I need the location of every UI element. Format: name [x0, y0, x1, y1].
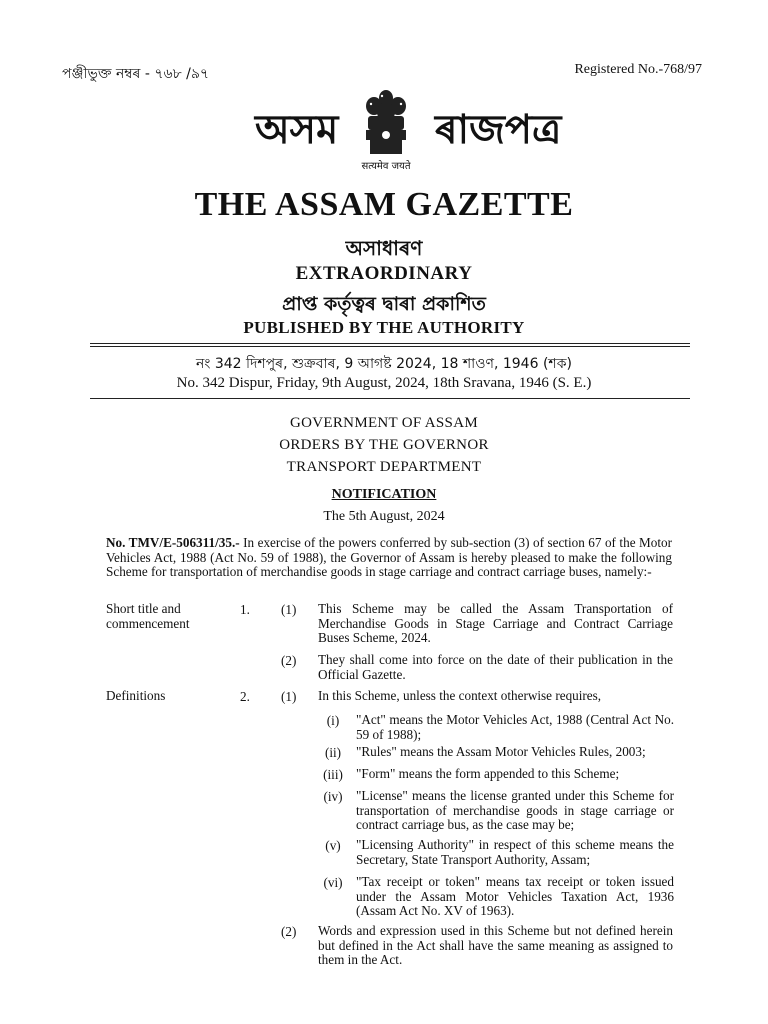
section-2-1-text: In this Scheme, unless the context otherwise requires, — [318, 688, 602, 703]
section-2-1-number: (1) — [281, 689, 297, 704]
section-1-number: 1. — [240, 602, 250, 617]
orders-line: ORDERS BY THE GOVERNOR — [279, 437, 489, 453]
section-2-2-text: Words and expression used in this Scheme but not defined herein but defined in the Act shall have the same meaning as assigned to them in the Act. — [318, 923, 673, 967]
section-1-2-text: They shall come into force on the date of their publication in the Official Gazette. — [318, 652, 673, 682]
divider-top — [90, 343, 690, 344]
emblem-motto: सत्यमेव जयते — [361, 161, 411, 172]
section-1-2-number: (2) — [281, 653, 297, 668]
section-1-1-text: This Scheme may be called the Assam Transportation of Merchandise Goods in Stage Carriage and Contract Carriage Buses Scheme, 2024. — [318, 601, 673, 645]
published-label: PUBLISHED BY THE AUTHORITY — [243, 318, 525, 337]
section-2-number: 2. — [240, 689, 250, 704]
divider-bottom — [90, 398, 690, 399]
notification-heading: NOTIFICATION — [331, 487, 437, 502]
published-assamese: প্ৰাপ্ত কৰ্তৃত্বৰ দ্বাৰা প্ৰকাশিত — [282, 293, 486, 315]
notification-preamble — [106, 536, 672, 580]
title-assamese-right: ৰাজপত্ৰ — [435, 107, 562, 153]
issue-line-assamese: নং 342 দিশপুৰ, শুক্ৰবাৰ, 9 আগষ্ট 2024, 18 শাওণ, 1946 (শক) — [196, 356, 572, 372]
department-line: TRANSPORT DEPARTMENT — [286, 459, 482, 475]
definition-text: "Rules" means the Assam Motor Vehicles Rules, 2003; — [356, 744, 646, 759]
government-line: GOVERNMENT OF ASSAM — [290, 415, 478, 431]
definition-text: "License" means the license granted under this Scheme for transportation of merchandise goods in stage carriage or contract carriage bus, as the case may be; — [356, 788, 674, 832]
definition-text: "Licensing Authority" in respect of this scheme means the Secretary, State Transport Authority, Assam; — [356, 837, 674, 867]
notification-date: The 5th August, 2024 — [323, 509, 445, 524]
section-2-side-heading: Definitions — [106, 688, 166, 703]
definition-text: "Tax receipt or token" means tax receipt or token issued under the Assam Motor Vehicles Taxation Act, 1936 (Assam Act No. XV of 1963). — [356, 874, 674, 918]
registered-number: Registered No.-768/97 — [574, 62, 702, 77]
definition-number: (iii) — [323, 767, 343, 782]
notification-ref-no: No. TMV/E-506311/35.- — [106, 535, 240, 550]
title-assamese-left: অসম — [255, 107, 339, 153]
section-2-2-number: (2) — [281, 924, 297, 939]
gazette-title: THE ASSAM GAZETTE — [194, 186, 574, 223]
extraordinary-label: EXTRAORDINARY — [295, 263, 473, 284]
preamble-text: In exercise of the powers conferred by sub-section (3) of section 67 of the Motor Vehicles Act, 1988 (Act No. 59 of 1988), the Governor of Assam is hereby pleased to make the following Scheme for transportation of merchandise goods in stage carriage and contract carriage buses, namely:- — [106, 535, 672, 579]
registered-number-assamese: পঞ্জীভুক্ত নম্বৰ - ৭৬৮ /৯৭ — [62, 66, 210, 82]
definition-number: (vi) — [323, 875, 343, 890]
extraordinary-assamese: অসাধাৰণ — [345, 236, 423, 260]
issue-line: No. 342 Dispur, Friday, 9th August, 2024, 18th Sravana, 1946 (S. E.) — [176, 375, 592, 391]
definition-number: (v) — [325, 838, 341, 853]
section-1-side-heading: Short title and commencement — [106, 601, 190, 631]
definition-number: (iv) — [323, 789, 343, 804]
section-1-1-number: (1) — [281, 602, 297, 617]
definition-number: (ii) — [324, 745, 342, 760]
definition-number: (i) — [326, 713, 340, 728]
definition-text: "Act" means the Motor Vehicles Act, 1988 (Central Act No. 59 of 1988); — [356, 712, 674, 742]
divider-top-double — [90, 346, 690, 347]
definition-text: "Form" means the form appended to this Scheme; — [356, 766, 620, 781]
